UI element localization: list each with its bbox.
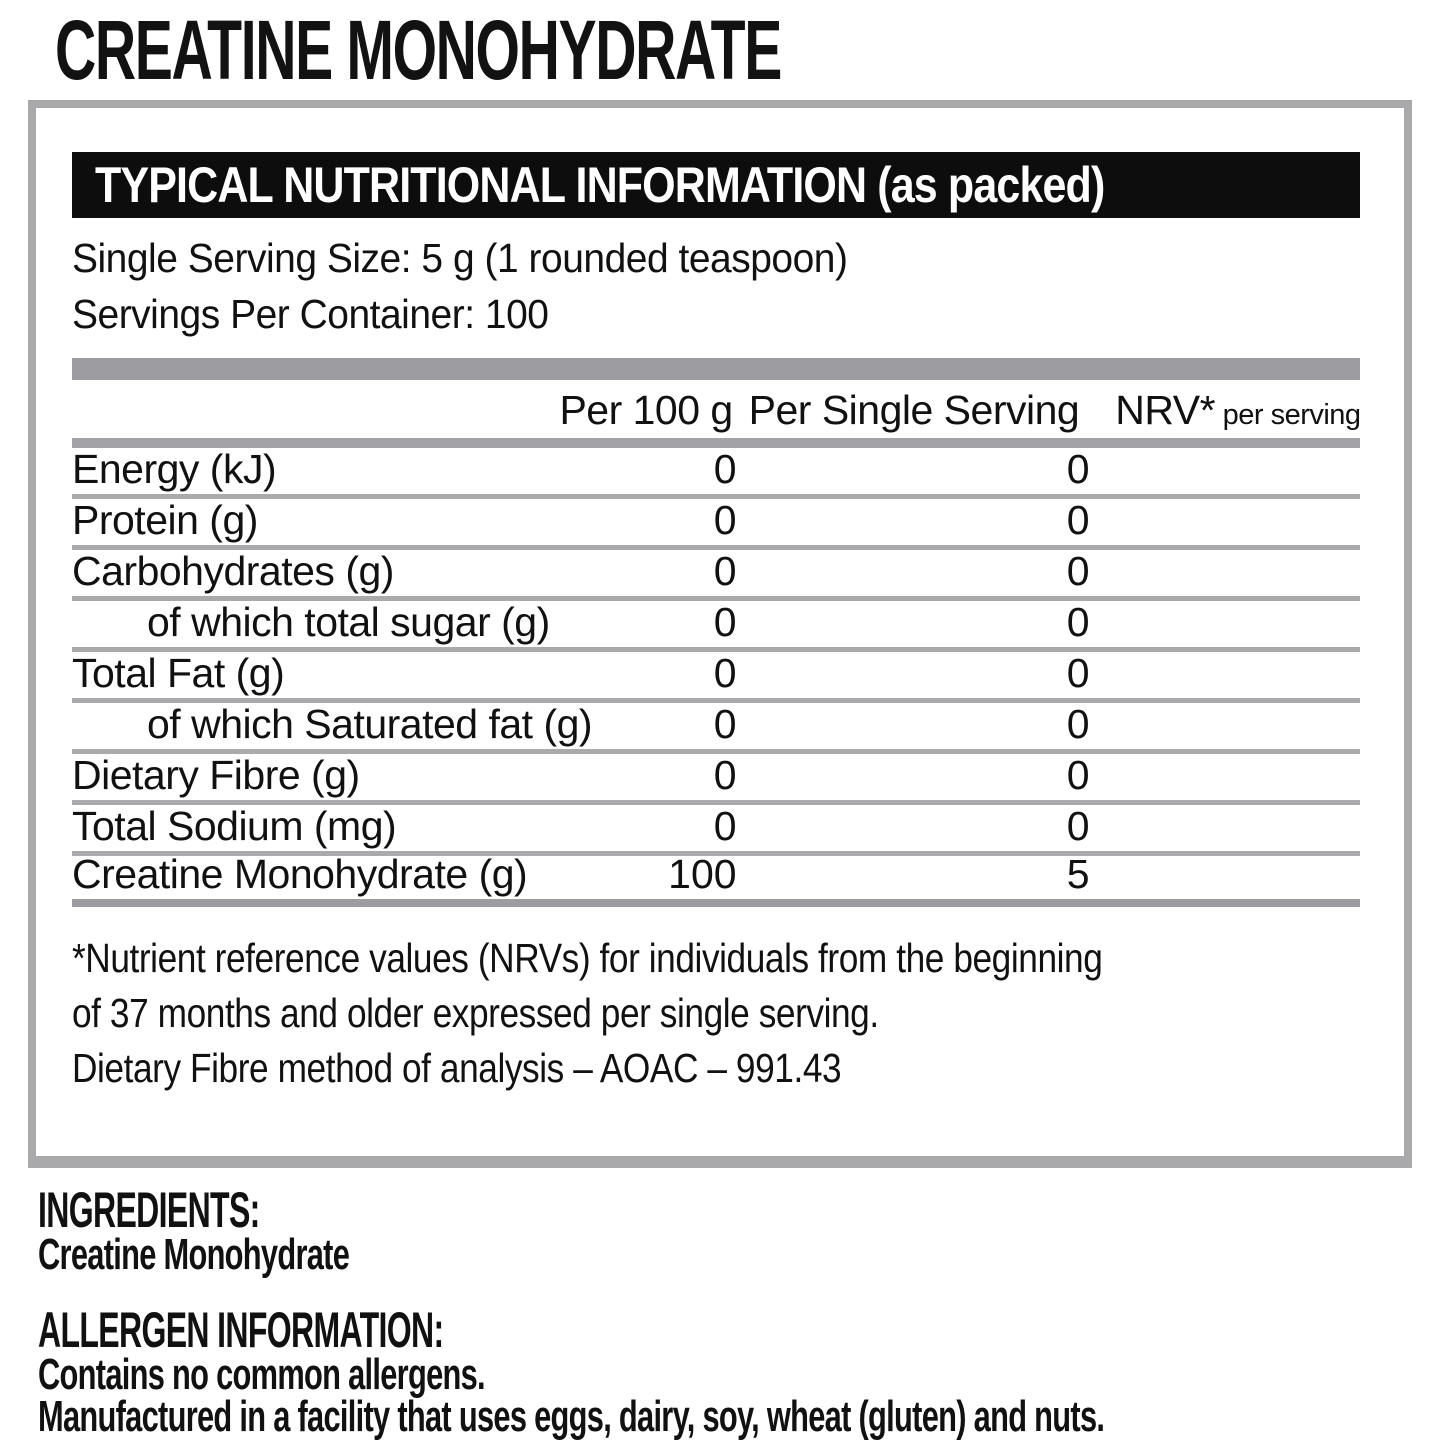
ingredients-value: Creatine Monohydrate [38, 1230, 350, 1279]
table-row: Protein (g) 0 0 [72, 499, 1360, 550]
table-row: of which total sugar (g) 0 0 [72, 601, 1360, 652]
table-row: of which Saturated fat (g) 0 0 [72, 703, 1360, 754]
footnote-line-2: of 37 months and older expressed per single serving. [72, 990, 879, 1036]
ingredients-section [38, 1182, 483, 1279]
column-header-nrv-suffix: per serving [1215, 399, 1361, 431]
allergen-section [38, 1302, 1445, 1441]
footnote [72, 931, 1360, 1096]
table-row: Carbohydrates (g) 0 0 [72, 550, 1360, 601]
column-header-per-single-serving: Per Single Serving [748, 387, 1080, 433]
serving-size-line: Single Serving Size: 5 g (1 rounded teaspoon) [72, 235, 848, 281]
allergen-line-1: Contains no common allergens. [38, 1350, 485, 1399]
divider-thick-top [72, 358, 1360, 380]
ingredients-heading: INGREDIENTS: [38, 1182, 260, 1238]
nutrition-panel [28, 100, 1412, 1168]
table-row: Energy (kJ) 0 0 [72, 448, 1360, 499]
panel-header-text: TYPICAL NUTRITIONAL INFORMATION (as packed) [95, 157, 1105, 213]
column-header-nrv: NRV* per serving [1115, 387, 1361, 433]
product-title: CREATINE MONOHYDRATE [55, 3, 781, 97]
allergen-heading: ALLERGEN INFORMATION: [38, 1302, 444, 1358]
table-column-headers [72, 380, 1360, 438]
table-row: Total Sodium (mg) 0 0 [72, 805, 1360, 856]
column-header-per-100g: Per 100 g [559, 387, 733, 433]
allergen-line-2: Manufactured in a facility that uses eggs, dairy, soy, wheat (gluten) and nuts. [38, 1392, 1105, 1441]
servings-per-container-line: Servings Per Container: 100 [72, 291, 549, 337]
footnote-line-3: Dietary Fibre method of analysis – AOAC – 991.43 [72, 1045, 842, 1091]
table-row: Dietary Fibre (g) 0 0 [72, 754, 1360, 805]
footnote-line-1: *Nutrient reference values (NRVs) for individuals from the beginning [72, 935, 1103, 981]
panel-header-bar [72, 152, 1360, 218]
table-row: Total Fat (g) 0 0 [72, 652, 1360, 703]
table-row: Creatine Monohydrate (g) 100 5 [72, 856, 1360, 907]
serving-info [72, 230, 1360, 342]
